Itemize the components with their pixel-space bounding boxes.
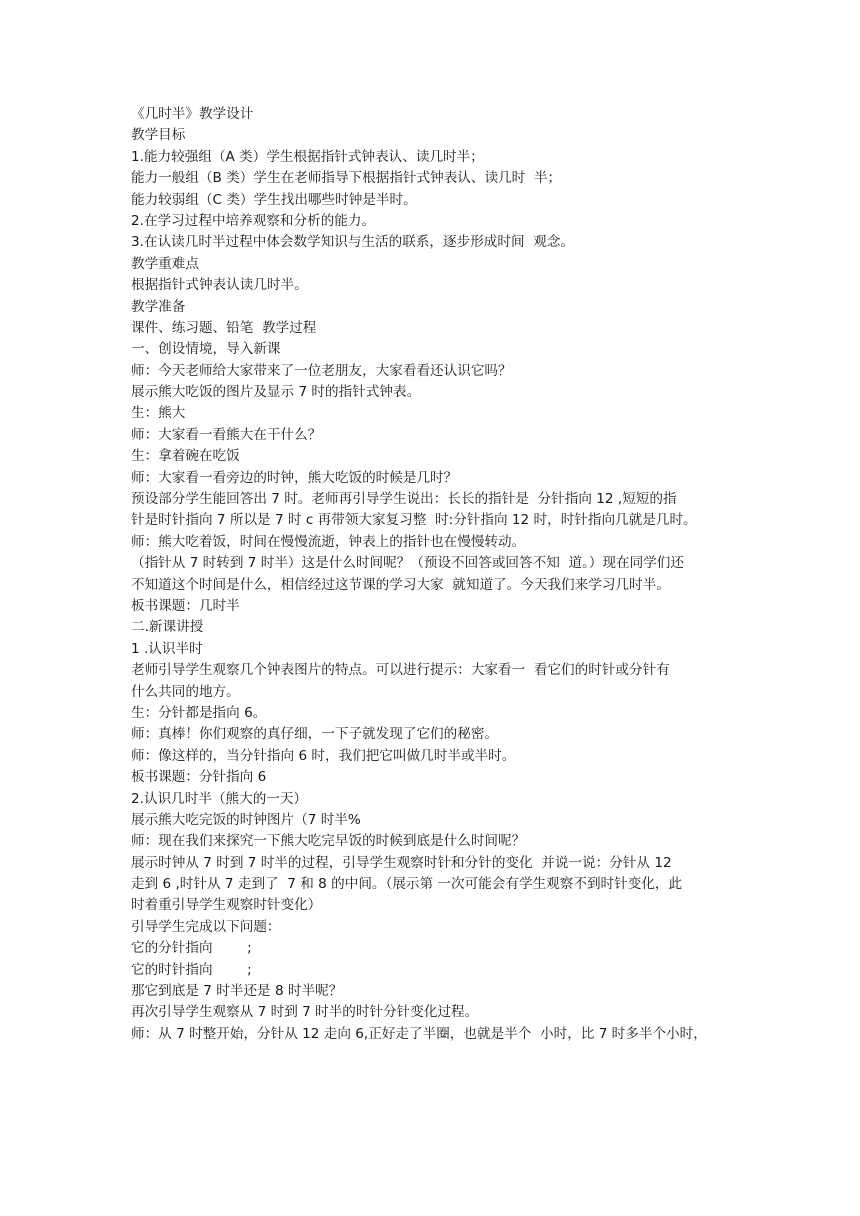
text-line: 师：现在我们来探究一下熊大吃完早饭的时候到底是什么时间呢？ (131, 833, 526, 850)
text-line: 引导学生完成以下问题： (131, 918, 281, 935)
text-line: 再次引导学生观察从 7 时到 7 时半的时针分针变化过程。 (131, 1004, 479, 1021)
text-line: 能力一般组（B 类）学生在老师指导下根据指针式钟表认、读几时 半； (131, 170, 562, 187)
text-line: 师：大家看一看熊大在干什么？ (131, 426, 322, 443)
text-line: 2.在学习过程中培养观察和分析的能力。 (131, 212, 376, 229)
text-line: 老师引导学生观察几个钟表图片的特点。可以进行提示：大家看一 看它们的时针或分针有 (131, 662, 670, 679)
text-line: 1.能力较强组（A 类）学生根据指针式钟表认、读几时半； (131, 148, 484, 165)
text-line: 根据指针式钟表认读几时半。 (131, 277, 308, 294)
text-line: 师：大家看一看旁边的时钟，熊大吃饭的时候是几时？ (131, 469, 458, 486)
text-line: 展示时钟从 7 时到 7 时半的过程，引导学生观察时针和分针的变化 并说一说：分针从 12 (131, 854, 672, 871)
text-line: 3.在认读几时半过程中体会数学知识与生活的联系，逐步形成时间 观念。 (131, 234, 575, 251)
section-heading: 二.新课讲授 (131, 619, 204, 636)
fill-in-line: 它的时针指向 ; (131, 961, 252, 978)
section-heading: 教学重难点 (131, 255, 199, 272)
fill-in-line: 它的分针指向 ; (131, 940, 252, 957)
text-line: 不知道这个时间是什么，相信经过这节课的学习大家 就知道了。今天我们来学习几时半。 (131, 576, 670, 593)
subsection-heading: 2.认识几时半（熊大的一天） (131, 790, 308, 807)
document-page (131, 104, 737, 1045)
text-line: 展示熊大吃饭的图片及显示 7 时的指针式钟表。 (131, 384, 421, 401)
text-line: 针是时针指向 7 所以是 7 时 c 再带领大家复习整 时:分针指向 12 时，时针指向几就是几时。 (131, 512, 697, 529)
text-line: 师：熊大吃着饭，时间在慢慢流逝，钟表上的指针也在慢慢转动。 (131, 533, 526, 550)
text-line: 生：拿着碗在吃饭 (131, 448, 240, 465)
section-heading: 一、创设情境，导入新课 (131, 341, 281, 358)
text-line: 师：从 7 时整开始，分针从 12 走向 6,正好走了半圈，也就是半个 小时，比 7 时多半个小时， (131, 1025, 707, 1042)
text-line: 生：熊大 (131, 405, 186, 422)
doc-title: 《几时半》教学设计 (131, 106, 254, 122)
text-line: 板书课题：分针指向 6 (131, 769, 267, 786)
text-line: 师：像这样的，当分针指向 6 时，我们把它叫做几时半或半时。 (131, 747, 516, 764)
text-line: 走到 6 ,时针从 7 走到了 7 和 8 的中间。（展示第 一次可能会有学生观察不到时针变化，此 (131, 876, 683, 893)
text-line: （指针从 7 时转到 7 时半）这是什么时间呢？（预设不回答或回答不知 道。）现在同学们还 (131, 555, 684, 572)
text-line: 师：今天老师给大家带来了一位老朋友，大家看看还认识它吗？ (131, 362, 512, 379)
text-line: 生：分针都是指向 6。 (131, 704, 267, 721)
text-line: 师：真棒！你们观察的真仔细，一下子就发现了它们的秘密。 (131, 726, 499, 743)
text-line: 什么共同的地方。 (131, 683, 240, 700)
text-line: 展示熊大吃完饭的时钟图片（7 时半% (131, 811, 361, 828)
text-line: 能力较弱组（C 类）学生找出哪些时钟是半时。 (131, 191, 417, 208)
text-line: 预设部分学生能回答出 7 时。老师再引导学生说出：长长的指针是 分针指向 12 ,短短的指 (131, 491, 677, 508)
section-heading: 教学目标 (131, 127, 186, 144)
text-line: 课件、练习题、铅笔 教学过程 (131, 319, 317, 336)
text-line: 那它到底是 7 时半还是 8 时半呢？ (131, 983, 343, 1000)
section-heading: 教学准备 (131, 298, 186, 315)
text-line: 板书课题：几时半 (131, 597, 240, 614)
text-line: 时着重引导学生观察时针变化） (131, 897, 322, 914)
subsection-heading: 1 .认识半时 (131, 640, 203, 657)
